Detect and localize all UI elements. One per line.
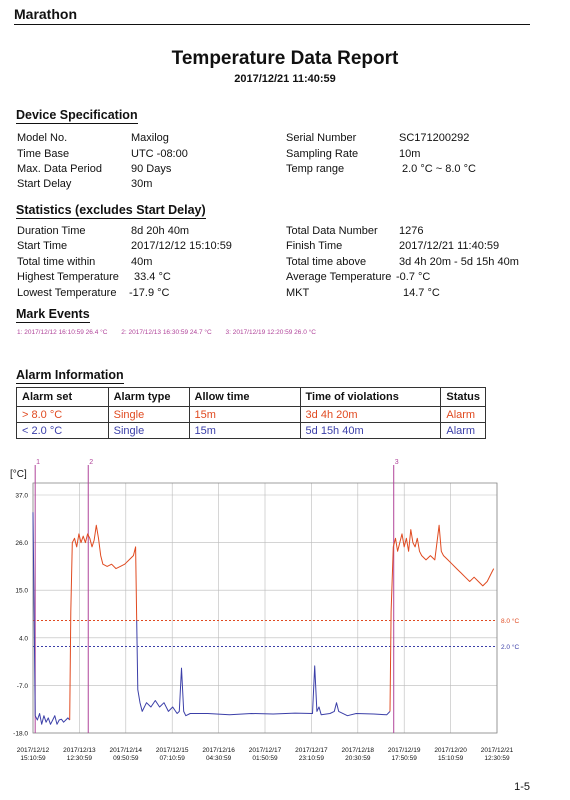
x-tick-date: 2017/12/18 <box>341 747 375 754</box>
y-tick-label: -7.0 <box>16 682 28 690</box>
temperature-chart <box>0 455 570 775</box>
table-cell: < 2.0 °C <box>17 423 109 439</box>
x-tick-date: 2017/12/17 <box>295 747 328 754</box>
stat-label: Finish Time <box>286 240 343 252</box>
x-tick-date: 2017/12/19 <box>387 747 421 754</box>
alarm-info-heading: Alarm Information <box>16 368 124 382</box>
table-row <box>17 407 486 423</box>
x-tick-date: 2017/12/20 <box>434 747 467 754</box>
column-header: Time of violations <box>300 388 441 407</box>
mark-label: 1 <box>36 459 41 466</box>
header-divider <box>14 24 530 25</box>
table-cell: Alarm <box>441 423 486 439</box>
mark-label: 3 <box>394 459 399 466</box>
stat-value: 1276 <box>399 225 424 237</box>
spec-value: 10m <box>399 148 421 160</box>
stat-value: 40m <box>131 256 153 268</box>
x-tick-date: 2017/12/17 <box>248 747 282 754</box>
x-tick-time: 23:10:59 <box>298 755 325 762</box>
table-cell: Single <box>108 423 189 439</box>
brand-name: Marathon <box>14 6 77 22</box>
stat-label: Start Time <box>17 240 68 252</box>
mark-event: 2: 2017/12/13 16:30:59 24.7 °C <box>121 329 212 336</box>
table-cell: 15m <box>189 423 300 439</box>
stat-label: Average Temperature <box>286 271 392 283</box>
column-header: Allow time <box>189 388 300 407</box>
y-axis-label: [°C] <box>10 469 27 480</box>
mark-events-list <box>17 329 328 336</box>
spec-label: Max. Data Period <box>17 163 102 175</box>
alarm-table <box>16 387 486 439</box>
table-cell: 3d 4h 20m <box>300 407 441 423</box>
x-tick-date: 2017/12/15 <box>155 747 189 754</box>
x-tick-time: 04:30:59 <box>205 755 232 762</box>
stat-value: 8d 20h 40m <box>131 225 190 237</box>
y-tick-label: 15.0 <box>15 587 28 595</box>
mark-event: 1: 2017/12/12 16:10:59 26.4 °C <box>17 329 108 336</box>
spec-label: Time Base <box>17 148 70 160</box>
x-tick-date: 2017/12/14 <box>109 747 143 754</box>
series-line <box>390 525 494 711</box>
series-line <box>70 525 137 720</box>
x-tick-date: 2017/12/16 <box>202 747 235 754</box>
x-tick-date: 2017/12/13 <box>63 747 96 754</box>
stat-label: Total Data Number <box>286 225 378 237</box>
x-tick-time: 15:10:59 <box>20 755 46 762</box>
x-tick-time: 07:10:59 <box>159 755 185 762</box>
stat-label: Highest Temperature <box>17 271 119 283</box>
spec-value: 2.0 °C ~ 8.0 °C <box>402 163 476 175</box>
threshold-label: 2.0 °C <box>501 643 520 651</box>
y-tick-label: 37.0 <box>15 492 28 500</box>
stat-value: 3d 4h 20m - 5d 15h 40m <box>399 256 519 268</box>
report-datetime: 2017/12/21 11:40:59 <box>234 73 336 85</box>
statistics-heading: Statistics (excludes Start Delay) <box>16 203 206 217</box>
stat-label: Duration Time <box>17 225 86 237</box>
stat-value: 14.7 °C <box>403 287 440 299</box>
stat-label: Lowest Temperature <box>17 287 117 299</box>
series-line <box>137 621 390 716</box>
stat-label: Total time within <box>17 256 96 268</box>
table-header-row <box>17 388 486 407</box>
spec-label: Temp range <box>286 163 345 175</box>
spec-label: Serial Number <box>286 132 357 144</box>
device-spec-heading: Device Specification <box>16 108 138 122</box>
table-cell: > 8.0 °C <box>17 407 109 423</box>
mark-label: 2 <box>89 459 94 466</box>
spec-value: 90 Days <box>131 163 172 175</box>
stat-value: 2017/12/12 15:10:59 <box>131 240 232 252</box>
spec-label: Sampling Rate <box>286 148 359 160</box>
table-row <box>17 423 486 439</box>
column-header: Alarm set <box>17 388 109 407</box>
page-number: 1-5 <box>514 781 530 793</box>
stat-value: -0.7 °C <box>396 271 431 283</box>
stat-value: -17.9 °C <box>129 287 170 299</box>
spec-value: Maxilog <box>131 132 169 144</box>
series-line <box>33 512 70 724</box>
threshold-label: 8.0 °C <box>501 617 520 625</box>
table-cell: 5d 15h 40m <box>300 423 441 439</box>
y-tick-label: 26.0 <box>15 540 28 548</box>
x-tick-time: 12:30:59 <box>66 755 93 762</box>
x-tick-time: 20:30:59 <box>345 755 371 762</box>
table-cell: Alarm <box>441 407 486 423</box>
x-tick-time: 09:50:59 <box>113 755 139 762</box>
spec-label: Model No. <box>17 132 68 144</box>
y-tick-label: -18.0 <box>13 730 28 738</box>
mark-event: 3: 2017/12/19 12:20:59 26.0 °C <box>225 329 316 336</box>
column-header: Status <box>441 388 486 407</box>
stat-label: MKT <box>286 287 310 299</box>
mark-events-heading: Mark Events <box>16 307 90 321</box>
spec-value: 30m <box>131 178 153 190</box>
table-cell: 15m <box>189 407 300 423</box>
column-header: Alarm type <box>108 388 189 407</box>
x-tick-time: 17:50:59 <box>391 755 417 762</box>
x-tick-time: 12:30:59 <box>484 755 510 762</box>
x-tick-time: 15:10:59 <box>437 755 464 762</box>
report-title: Temperature Data Report <box>171 48 399 69</box>
stat-value: 2017/12/21 11:40:59 <box>399 240 500 252</box>
x-tick-date: 2017/12/21 <box>480 747 514 754</box>
spec-label: Start Delay <box>17 178 72 190</box>
spec-value: SC171200292 <box>399 132 470 144</box>
y-tick-label: 4.0 <box>18 635 28 643</box>
table-cell: Single <box>108 407 189 423</box>
stat-label: Total time above <box>286 256 367 268</box>
x-tick-date: 2017/12/12 <box>16 747 50 754</box>
x-tick-time: 01:50:59 <box>252 755 278 762</box>
stat-value: 33.4 °C <box>134 271 171 283</box>
spec-value: UTC -08:00 <box>131 148 188 160</box>
